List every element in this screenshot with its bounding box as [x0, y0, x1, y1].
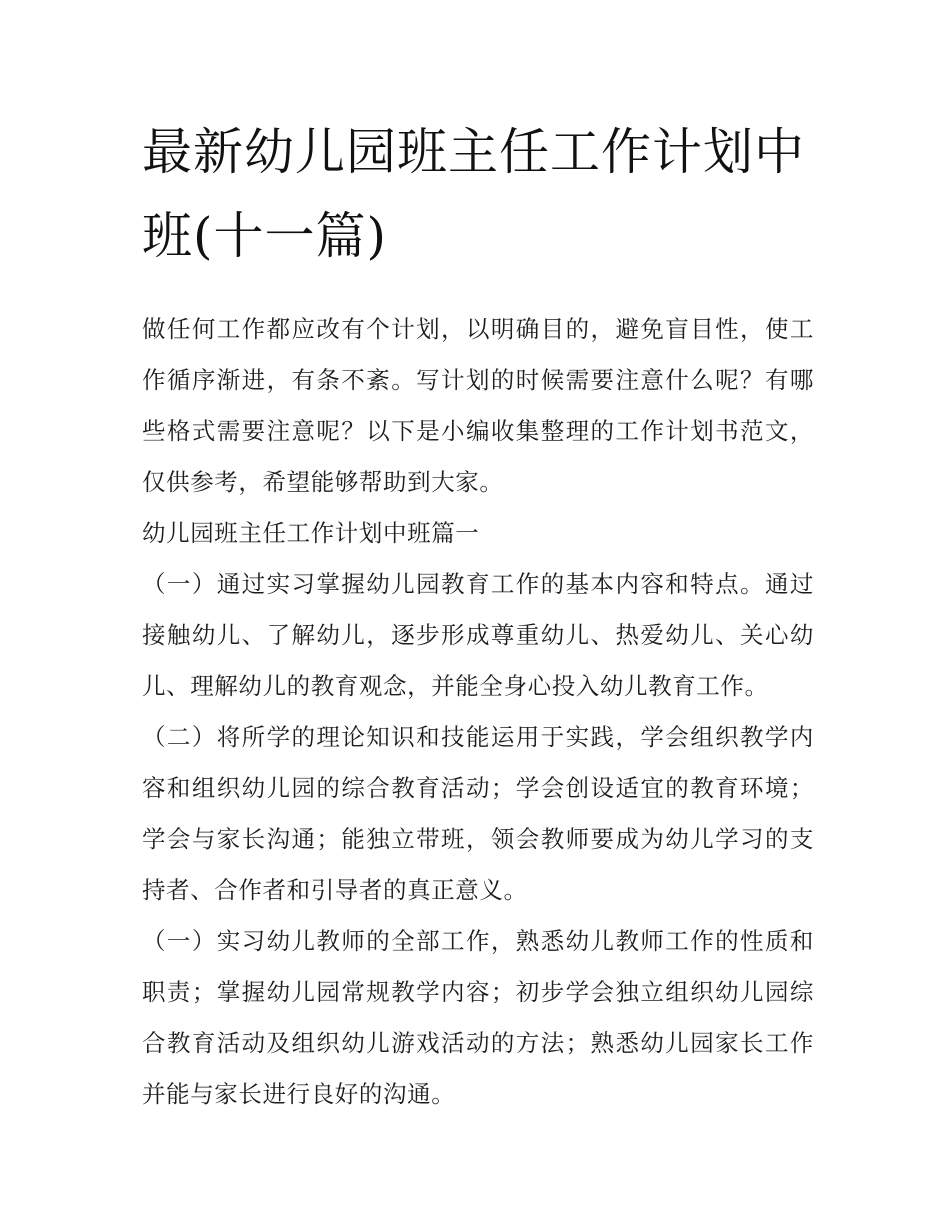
section-heading: 幼儿园班主任工作计划中班篇一 [142, 519, 480, 547]
intro-paragraph: 做任何工作都应改有个计划，以明确目的，避免盲目性，使工作循序渐进，有条不紊。写计划的时候需要注意什么呢？有哪些格式需要注意呢？以下是小编收集整理的工作计划书范文，仅供参考，希望能够帮助到大家。 [142, 315, 814, 496]
body-paragraph: （一）实习幼儿教师的全部工作，熟悉幼儿教师工作的性质和职责；掌握幼儿园常规教学内容；初步学会独立组织幼儿园综合教育活动及组织幼儿游戏活动的方法；熟悉幼儿园家长工作并能与家长进行良好的沟通。 [142, 927, 814, 1108]
body-paragraph: （二）将所学的理论知识和技能运用于实践，学会组织教学内容和组织幼儿园的综合教育活动；学会创设适宜的教育环境；学会与家长沟通；能独立带班，领会教师要成为幼儿学习的支持者、合作者和引导者的真正意义。 [142, 723, 814, 904]
document-page [142, 110, 814, 1120]
document-title: 最新幼儿园班主任工作计划中班(十一篇) [142, 123, 805, 265]
body-paragraph: （一）通过实习掌握幼儿园教育工作的基本内容和特点。通过接触幼儿、了解幼儿，逐步形成尊重幼儿、热爱幼儿、关心幼儿、理解幼儿的教育观念，并能全身心投入幼儿教育工作。 [142, 570, 814, 700]
